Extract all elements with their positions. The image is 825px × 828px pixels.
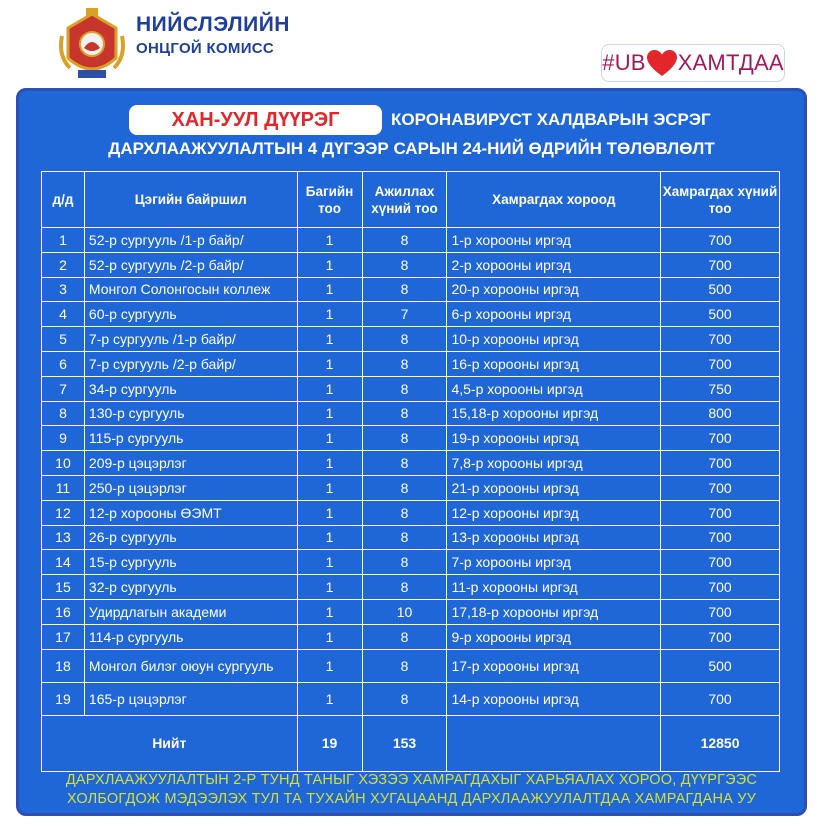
table-row [42,624,780,649]
row-teams: 1 [297,475,362,500]
table-header-row [42,172,780,228]
row-teams: 1 [297,451,362,476]
row-location: 32-р сургууль [84,575,297,600]
table-row [42,575,780,600]
row-people: 800 [661,401,780,426]
row-index: 6 [42,351,85,376]
row-committees: 14-р хорооны иргэд [447,682,661,715]
table-row [42,302,780,327]
row-committees: 12-р хорооны иргэд [447,500,661,525]
row-index: 16 [42,599,85,624]
row-workers: 8 [362,277,447,302]
title-line2: ДАРХЛААЖУУЛАЛТЫН 4 ДҮГЭЭР САРЫН 24-НИЙ ӨДРИЙН ТӨЛӨВЛӨЛТ [108,139,715,158]
row-teams: 1 [297,550,362,575]
row-index: 17 [42,624,85,649]
title-line1: КОРОНАВИРУСТ ХАЛДВАРЫН ЭСРЭГ [391,110,711,129]
row-people: 500 [661,277,780,302]
row-workers: 10 [362,599,447,624]
row-location: 60-р сургууль [84,302,297,327]
row-workers: 8 [362,451,447,476]
row-committees: 9-р хорооны иргэд [447,624,661,649]
row-people: 700 [661,525,780,550]
row-people: 700 [661,624,780,649]
row-index: 4 [42,302,85,327]
row-people: 750 [661,376,780,401]
row-people: 700 [661,426,780,451]
row-teams: 1 [297,401,362,426]
column-header-index: д/д [42,172,85,228]
row-location: 12-р хорооны ӨЭМТ [84,500,297,525]
footer-line2: ХОЛБОГДОЖ МЭДЭЭЛЭХ ТУЛ ТА ТУХАЙН ХУГАЦААНД ДАРХЛААЖУУЛАЛТДАА ХАМРАГДАНА УУ [66,791,757,807]
title-row [19,105,804,137]
row-location: 250-р цэцэрлэг [84,475,297,500]
row-workers: 8 [362,228,447,253]
row-location: 15-р сургууль [84,550,297,575]
row-workers: 8 [362,525,447,550]
org-name-line1: НИЙСЛЭЛИЙН [136,13,290,36]
row-committees: 7,8-р хорооны иргэд [447,451,661,476]
row-workers: 8 [362,401,447,426]
table-row [42,599,780,624]
row-teams: 1 [297,649,362,682]
row-committees: 13-р хорооны иргэд [447,525,661,550]
row-people: 700 [661,228,780,253]
total-committees [447,715,661,771]
row-location: 7-р сургууль /1-р байр/ [84,327,297,352]
column-header-committees: Хамрагдах хороод [447,172,661,228]
row-teams: 1 [297,682,362,715]
row-committees: 19-р хорооны иргэд [447,426,661,451]
row-location: 26-р сургууль [84,525,297,550]
header [0,0,825,88]
row-workers: 8 [362,649,447,682]
row-workers: 7 [362,302,447,327]
row-teams: 1 [297,351,362,376]
table-row [42,327,780,352]
footer-note [19,771,804,809]
row-workers: 8 [362,624,447,649]
org-name [136,12,290,60]
row-people: 700 [661,327,780,352]
row-workers: 8 [362,550,447,575]
row-index: 10 [42,451,85,476]
row-workers: 8 [362,376,447,401]
column-header-location: Цэгийн байршил [84,172,297,228]
row-people: 700 [661,599,780,624]
row-index: 7 [42,376,85,401]
total-row [42,715,780,771]
row-teams: 1 [297,426,362,451]
row-index: 9 [42,426,85,451]
row-index: 15 [42,575,85,600]
row-people: 700 [661,682,780,715]
row-index: 3 [42,277,85,302]
table-row [42,376,780,401]
row-index: 12 [42,500,85,525]
row-committees: 16-р хорооны иргэд [447,351,661,376]
table-row [42,525,780,550]
row-index: 18 [42,649,85,682]
row-index: 19 [42,682,85,715]
table-row [42,475,780,500]
row-people: 700 [661,451,780,476]
table-row [42,228,780,253]
row-location: 52-р сургууль /1-р байр/ [84,228,297,253]
table-row [42,451,780,476]
row-committees: 11-р хорооны иргэд [447,575,661,600]
row-teams: 1 [297,525,362,550]
row-location: 130-р сургууль [84,401,297,426]
row-workers: 8 [362,475,447,500]
table-row [42,277,780,302]
table-row [42,550,780,575]
row-workers: 8 [362,500,447,525]
row-committees: 7-р хорооны иргэд [447,550,661,575]
row-index: 8 [42,401,85,426]
hashtag-prefix: #UB [602,50,646,75]
row-index: 11 [42,475,85,500]
city-emblem-icon [58,6,126,82]
heart-icon [647,50,677,77]
row-teams: 1 [297,252,362,277]
row-location: Монгол билэг оюун сургууль [84,649,297,682]
total-teams: 19 [297,715,362,771]
table-row [42,426,780,451]
column-header-people: Хамрагдах хүний тоо [661,172,780,228]
row-teams: 1 [297,500,362,525]
row-index: 1 [42,228,85,253]
row-workers: 8 [362,252,447,277]
table-row [42,252,780,277]
row-location: 34-р сургууль [84,376,297,401]
table-row [42,401,780,426]
row-teams: 1 [297,376,362,401]
row-people: 700 [661,252,780,277]
row-teams: 1 [297,624,362,649]
row-people: 500 [661,302,780,327]
table-row [42,500,780,525]
row-committees: 4,5-р хорооны иргэд [447,376,661,401]
district-badge: ХАН-УУЛ ДҮҮРЭГ [129,105,382,135]
row-people: 700 [661,351,780,376]
total-label: Нийт [42,715,298,771]
row-teams: 1 [297,599,362,624]
row-location: 209-р цэцэрлэг [84,451,297,476]
row-committees: 21-р хорооны иргэд [447,475,661,500]
footer-line1: ДАРХЛААЖУУЛАЛТЫН 2-Р ТУНД ТАНЫГ ХЭЗЭЭ ХАМРАГДАХЫГ ХАРЬЯАЛАХ ХОРОО, ДҮҮРГЭЭС [65,772,758,788]
row-workers: 8 [362,426,447,451]
row-committees: 6-р хорооны иргэд [447,302,661,327]
row-index: 13 [42,525,85,550]
row-people: 700 [661,550,780,575]
row-location: Монгол Солонгосын коллеж [84,277,297,302]
schedule-panel [16,88,807,816]
row-people: 700 [661,575,780,600]
row-location: 115-р сургууль [84,426,297,451]
row-location: 114-р сургууль [84,624,297,649]
row-people: 700 [661,500,780,525]
row-index: 14 [42,550,85,575]
hashtag-badge [601,44,785,82]
row-teams: 1 [297,277,362,302]
row-workers: 8 [362,327,447,352]
row-teams: 1 [297,302,362,327]
row-committees: 1-р хорооны иргэд [447,228,661,253]
total-workers: 153 [362,715,447,771]
row-people: 500 [661,649,780,682]
row-teams: 1 [297,575,362,600]
column-header-workers: Ажиллах хүний тоо [362,172,447,228]
row-committees: 10-р хорооны иргэд [447,327,661,352]
schedule-table [41,171,780,772]
row-people: 700 [661,475,780,500]
table-row [42,351,780,376]
row-location: Удирдлагын академи [84,599,297,624]
org-name-line2: ОНЦГОЙ КОМИСС [136,40,275,57]
column-header-teams: Багийн тоо [297,172,362,228]
row-location: 52-р сургууль /2-р байр/ [84,252,297,277]
row-committees: 15,18-р хорооны иргэд [447,401,661,426]
row-committees: 17,18-р хорооны иргэд [447,599,661,624]
row-workers: 8 [362,575,447,600]
row-teams: 1 [297,327,362,352]
total-people: 12850 [661,715,780,771]
table-row [42,682,780,715]
row-committees: 17-р хорооны иргэд [447,649,661,682]
row-location: 7-р сургууль /2-р байр/ [84,351,297,376]
row-committees: 20-р хорооны иргэд [447,277,661,302]
table-row [42,649,780,682]
row-committees: 2-р хорооны иргэд [447,252,661,277]
row-index: 2 [42,252,85,277]
row-index: 5 [42,327,85,352]
row-teams: 1 [297,228,362,253]
hashtag-suffix: ХАМТДАА [677,50,784,75]
row-workers: 8 [362,682,447,715]
row-workers: 8 [362,351,447,376]
row-location: 165-р цэцэрлэг [84,682,297,715]
